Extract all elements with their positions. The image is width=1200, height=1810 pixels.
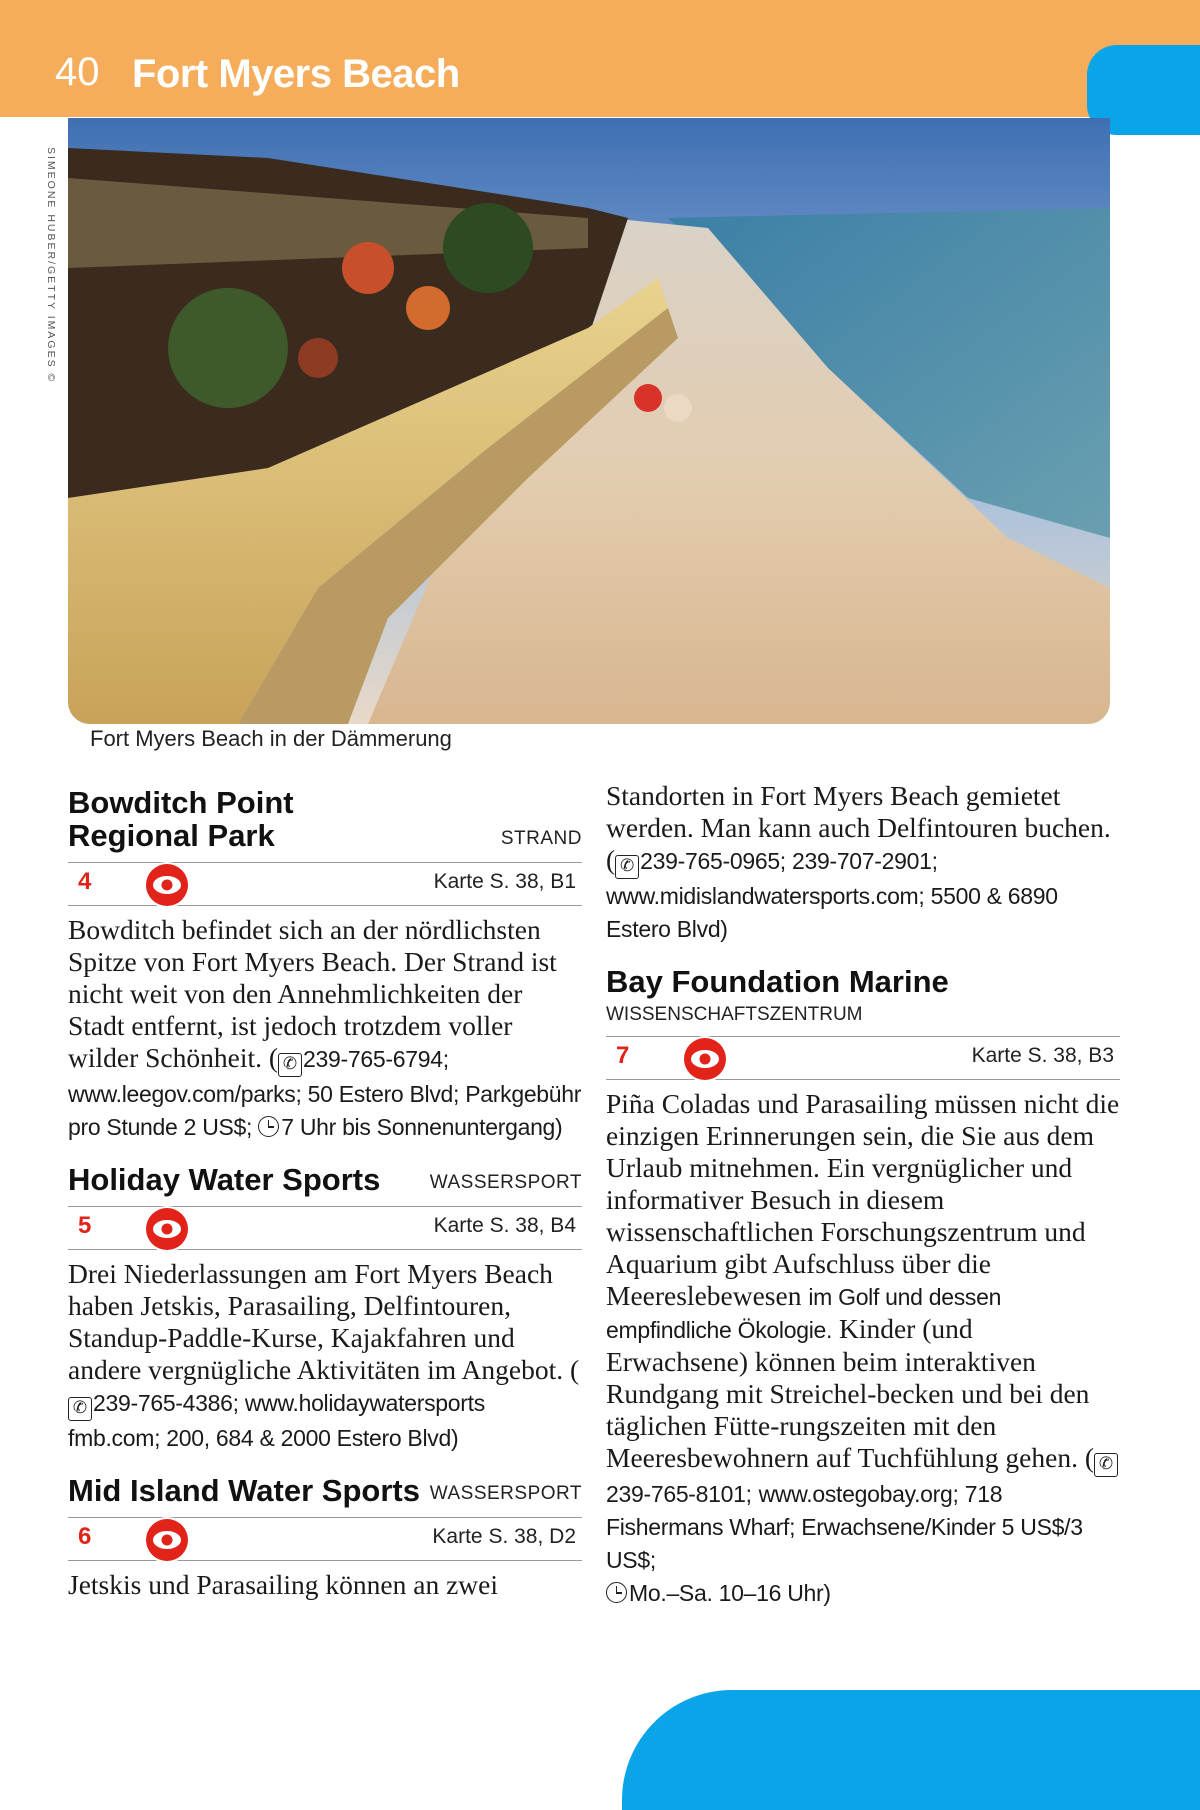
photo-credit: SIMEONE HUBER/GETTY IMAGES © — [45, 147, 57, 384]
photo-caption: Fort Myers Beach in der Dämmerung — [90, 726, 452, 751]
marker-row — [606, 1036, 1120, 1080]
eye-icon[interactable] — [682, 1036, 728, 1082]
description-text: Kinder (und Erwachsene) können beim interaktiven Rundgang mit Streichel-becken und bei den täglichen Fütte-rungszeiten mit den Meeresbewohnern auf Tuchfühlung gehen. — [606, 1313, 1090, 1473]
entry-description: Piña Coladas und Parasailing müssen nicht die einzigen Erinnerungen sein, die Sie aus dem Urlaub mitnehmen. Ein vergnüglicher und informativer Besuch in diesem wissenschaftlichen Forschungszentrum und Aquarium gibt Aufschluss über die Meereslebewesen im Golf und dessen empfindliche Ökologie. Kinder (und Erwachsene) können beim interaktiven Rundgang mit Streichel-becken und bei den täglichen Fütte-rungszeiten mit den Meeresbewohnern auf Tuchfühlung gehen. ( ✆239-765-8101; www.ostegobay.org; 718 Fishermans Wharf; Erwachsene/Kinder 5 US$/3 US$; Mo.–Sa. 10–16 Uhr) — [606, 1088, 1120, 1606]
entry-header — [68, 1474, 582, 1507]
page-title: Fort Myers Beach — [132, 52, 460, 96]
page-number: 40 — [55, 50, 100, 94]
clock-icon — [258, 1116, 279, 1137]
phone-number[interactable]: 239-765-6794 — [303, 1046, 443, 1072]
marker-number: 6 — [78, 1523, 92, 1550]
entry-info: ; www.leegov.com/parks; 50 Estero Blvd; Parkgebühr pro Stunde 2 US$; — [68, 1046, 582, 1140]
map-reference[interactable]: Karte S. 38, D2 — [432, 1525, 576, 1548]
entry-bay-foundation-marine — [606, 965, 1120, 1609]
description-text: Piña Coladas und Parasailing müssen nicht die einzigen Erinnerungen sein, die Sie aus dem Urlaub mitnehmen. Ein vergnüglicher und informativer Besuch in diesem wissenschaftlichen Forschungszentrum und Aquarium gibt Aufschluss über die Meereslebewesen — [606, 1088, 1120, 1311]
entry-category: WISSENSCHAFTSZENTRUM — [606, 1004, 863, 1025]
entry-holiday-water-sports — [68, 1163, 582, 1454]
opening-hours: 7 Uhr bis Sonnenuntergang) — [281, 1114, 563, 1140]
map-reference[interactable]: Karte S. 38, B3 — [971, 1044, 1114, 1067]
left-column — [68, 786, 582, 1621]
description-text: Standorten in Fort Myers Beach gemietet werden. Man kann auch Delfintouren buchen. — [606, 780, 1111, 843]
eye-icon[interactable] — [144, 1206, 190, 1252]
phone-number[interactable]: 239-765-4386 — [93, 1390, 233, 1416]
phone-icon: ✆ — [1094, 1453, 1118, 1477]
entry-category: WASSERSPORT — [429, 1483, 582, 1504]
entry-title: Bay Foundation Marine — [606, 964, 949, 999]
right-column — [606, 780, 1120, 1629]
description-text-sans: im Golf und dessen empfindliche Ökologie. — [606, 1284, 1002, 1343]
marker-row — [68, 1206, 582, 1250]
eye-icon[interactable] — [144, 862, 190, 908]
beach-photo — [68, 118, 1110, 724]
entry-info: ; www.holidaywatersports fmb.com; 200, 684 & 2000 Estero Blvd) — [68, 1390, 485, 1451]
marker-row — [68, 862, 582, 906]
marker-number: 7 — [616, 1042, 630, 1069]
phone-number[interactable]: 239-765-8101; — [606, 1481, 752, 1507]
phone-icon: ✆ — [278, 1053, 302, 1077]
entry-title: Mid Island Water Sports — [68, 1473, 420, 1508]
marker-number: 5 — [78, 1212, 92, 1239]
marker-number: 4 — [78, 868, 92, 895]
opening-hours: Mo.–Sa. 10–16 Uhr) — [629, 1580, 831, 1606]
eye-icon[interactable] — [144, 1517, 190, 1563]
description-text: Drei Niederlassungen am Fort Myers Beach haben Jetskis, Parasailing, Delfintouren, Standup-Paddle-Kurse, Kajakfahren und andere vergnügliche Aktivitäten im Angebot. — [68, 1258, 564, 1385]
map-reference[interactable]: Karte S. 38, B4 — [433, 1214, 576, 1237]
map-reference[interactable]: Karte S. 38, B1 — [433, 870, 576, 893]
description-text: Bowditch befindet sich an der nördlichsten Spitze von Fort Myers Beach. Der Strand ist nicht weit von den Annehmlichkeiten der Stadt entfernt, ist jedoch trotzdem voller wilder Schönheit. — [68, 914, 557, 1073]
entry-info: www.midislandwatersports.com; 5500 & 6890 Estero Blvd) — [606, 883, 1058, 942]
entry-info: www.ostegobay.org; 718 Fishermans Wharf; Erwachsene/Kinder 5 US$/3 US$; — [606, 1481, 1083, 1573]
marker-row — [68, 1517, 582, 1561]
entry-mid-island-water-sports — [68, 1474, 582, 1601]
entry-description: Jetskis und Parasailing können an zwei — [68, 1569, 498, 1600]
entry-description: Drei Niederlassungen am Fort Myers Beach haben Jetskis, Parasailing, Delfintouren, Standup-Paddle-Kurse, Kajakfahren und andere vergnügliche Aktivitäten im Angebot. (✆ 239-765-4386; www.holidaywatersports fmb.com; 200, 684 & 2000 Estero Blvd) — [68, 1258, 580, 1451]
entry-header — [68, 786, 582, 852]
entry-mid-island-continued — [606, 780, 1120, 945]
phone-number[interactable]: 239-765-0965; 239-707-2901; — [640, 848, 938, 874]
corner-tab — [622, 1690, 1200, 1810]
entry-category: STRAND — [500, 828, 582, 849]
entry-description: Standorten in Fort Myers Beach gemietet werden. Man kann auch Delfintouren buchen. ( ✆ 239-765-0965; 239-707-2901; www.midislandwatersports.com; 5500 & 6890 Estero Blvd) — [606, 780, 1111, 942]
phone-icon: ✆ — [615, 855, 639, 879]
entry-category: WASSERSPORT — [429, 1172, 582, 1193]
clock-icon — [606, 1582, 627, 1603]
photo-credit-wrap — [44, 147, 60, 387]
entry-description: Bowditch befindet sich an der nördlichsten Spitze von Fort Myers Beach. Der Strand ist nicht weit von den Annehmlichkeiten der Stadt entfernt, ist jedoch trotzdem voller wilder Schönheit. ( ✆ 239-765-6794; www.leegov.com/parks; 50 Estero Blvd; Parkgebühr pro Stunde 2 US$; 7 Uhr bis Sonnenuntergang) — [68, 914, 582, 1140]
entry-bowditch — [68, 786, 582, 1143]
phone-icon: ✆ — [68, 1397, 92, 1421]
entry-title: Holiday Water Sports — [68, 1162, 381, 1197]
entry-title: Bowditch Point Regional Park — [68, 785, 294, 853]
entry-header — [68, 1163, 582, 1196]
